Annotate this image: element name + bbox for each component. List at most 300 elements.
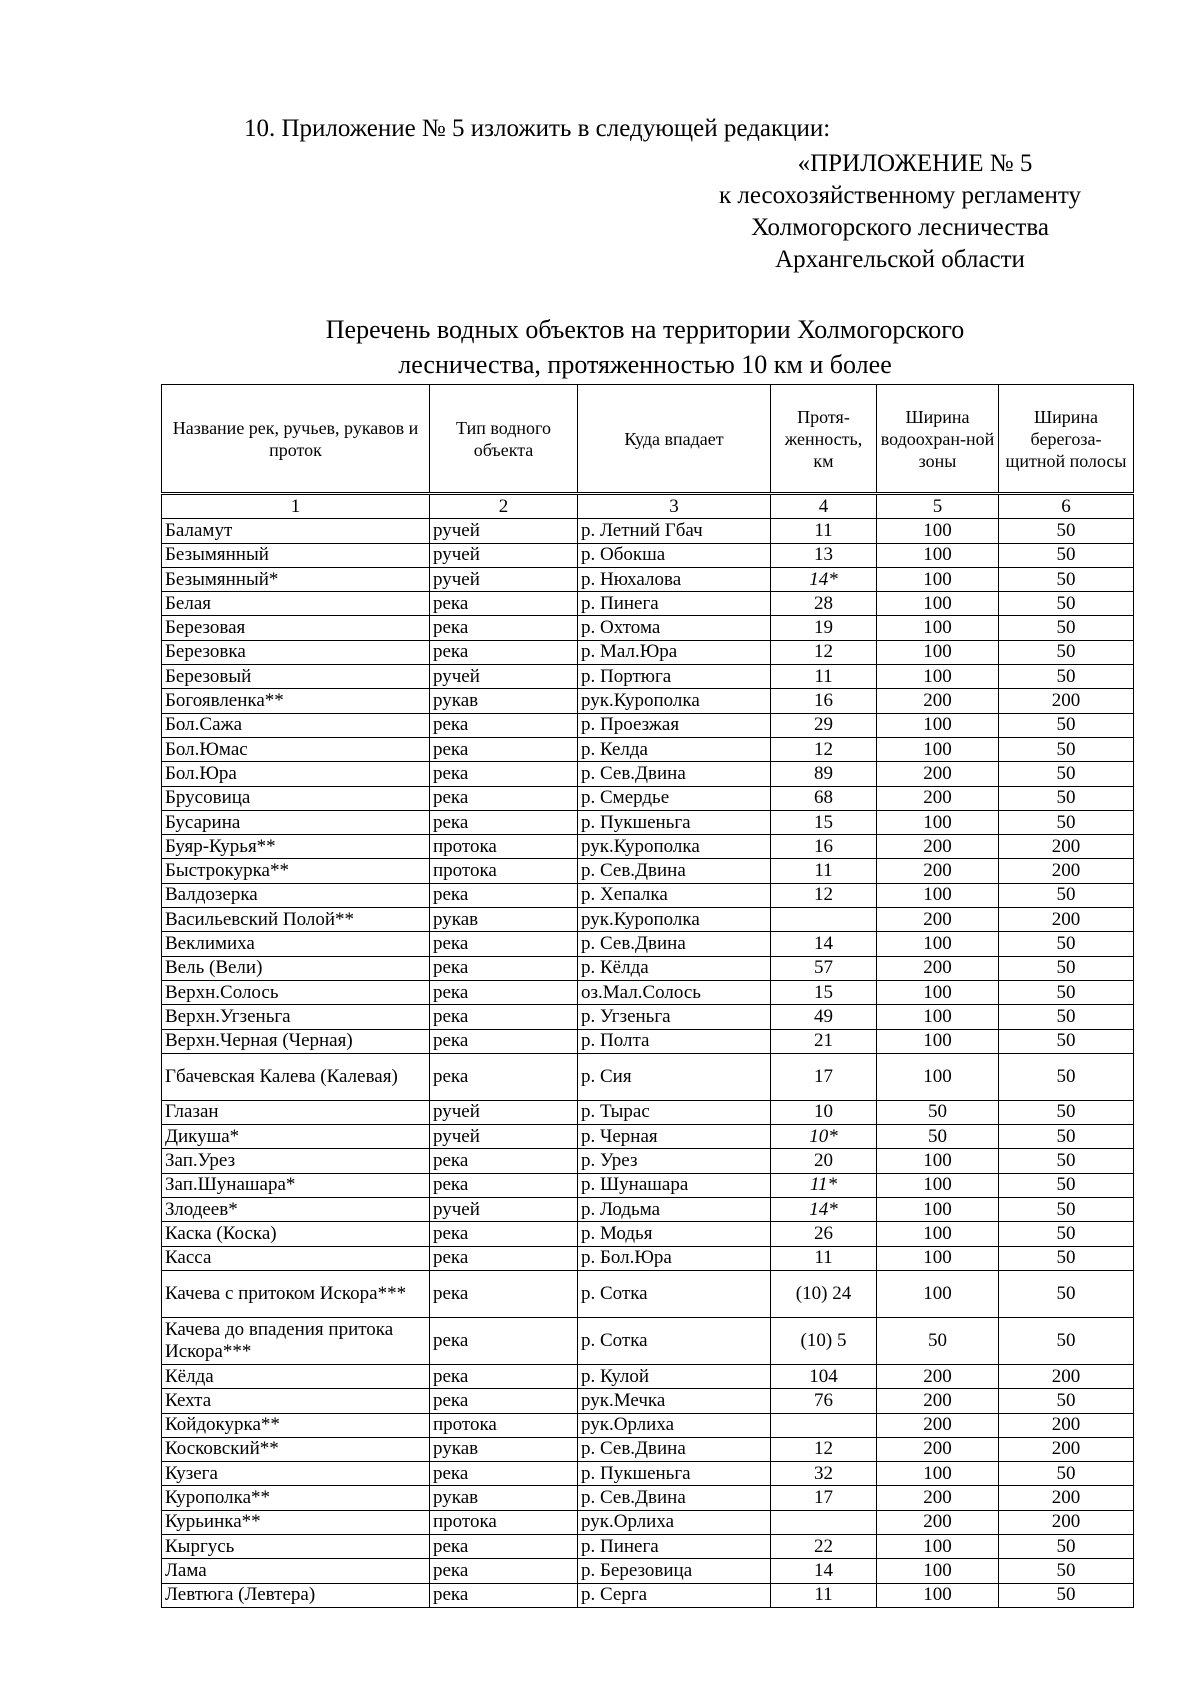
cell-length: 29 bbox=[771, 713, 877, 737]
cell-type: протока bbox=[430, 835, 578, 859]
cell-mouth: р. Сев.Двина bbox=[578, 1437, 771, 1461]
cell-mouth: рук.Орлиха bbox=[578, 1510, 771, 1534]
cell-length: 104 bbox=[771, 1364, 877, 1388]
cell-mouth: оз.Мал.Солось bbox=[578, 980, 771, 1004]
cell-shore-strip: 200 bbox=[999, 1437, 1134, 1461]
cell-mouth: р. Нюхалова bbox=[578, 567, 771, 591]
cell-mouth: р. Модья bbox=[578, 1222, 771, 1246]
table-row bbox=[162, 1173, 1134, 1197]
table-row bbox=[162, 1413, 1134, 1437]
cell-shore-strip: 200 bbox=[999, 859, 1134, 883]
table-row bbox=[162, 786, 1134, 810]
cell-water-zone: 100 bbox=[877, 737, 999, 761]
cell-type: рукав bbox=[430, 1486, 578, 1510]
cell-type: протока bbox=[430, 1510, 578, 1534]
cell-type: река bbox=[430, 810, 578, 834]
cell-length: 10 bbox=[771, 1100, 877, 1124]
cell-type: река bbox=[430, 592, 578, 616]
water-objects-table bbox=[161, 494, 1134, 1608]
appendix-line: к лесохозяйственному регламенту bbox=[718, 182, 1082, 209]
cell-length: 10* bbox=[771, 1125, 877, 1149]
cell-water-zone: 100 bbox=[877, 665, 999, 689]
cell-type: река bbox=[430, 956, 578, 980]
appendix-line: Холмогорского лесничества bbox=[751, 214, 1049, 241]
cell-length: 68 bbox=[771, 786, 877, 810]
cell-name: Курьинка** bbox=[162, 1510, 430, 1534]
cell-length: 11 bbox=[771, 1583, 877, 1607]
cell-shore-strip: 50 bbox=[999, 1005, 1134, 1029]
cell-shore-strip: 50 bbox=[999, 1198, 1134, 1222]
cell-length: 19 bbox=[771, 616, 877, 640]
header-cell-water-zone: Ширина водоохран-ной зоны bbox=[877, 385, 999, 493]
cell-mouth: р. Полта bbox=[578, 1029, 771, 1053]
cell-name: Безымянный* bbox=[162, 567, 430, 591]
cell-length: 76 bbox=[771, 1389, 877, 1413]
cell-shore-strip: 50 bbox=[999, 980, 1134, 1004]
table-row bbox=[162, 689, 1134, 713]
table-row bbox=[162, 1389, 1134, 1413]
cell-shore-strip: 200 bbox=[999, 835, 1134, 859]
table-row bbox=[162, 980, 1134, 1004]
cell-shore-strip: 50 bbox=[999, 1462, 1134, 1486]
cell-name: Качева до впадения притока Искора*** bbox=[162, 1317, 430, 1364]
cell-mouth: р. Смердье bbox=[578, 786, 771, 810]
cell-length: 11* bbox=[771, 1173, 877, 1197]
cell-length: 11 bbox=[771, 859, 877, 883]
cell-type: ручей bbox=[430, 1198, 578, 1222]
table-title-line: Перечень водных объектов на территории Холмогорского bbox=[325, 315, 965, 344]
cell-water-zone: 100 bbox=[877, 810, 999, 834]
cell-shore-strip: 50 bbox=[999, 956, 1134, 980]
cell-name: Кёлда bbox=[162, 1364, 430, 1388]
table-row bbox=[162, 640, 1134, 664]
cell-length: (10) 5 bbox=[771, 1317, 877, 1364]
table-title bbox=[160, 312, 1130, 382]
cell-shore-strip: 200 bbox=[999, 1510, 1134, 1534]
cell-name: Бол.Сажа bbox=[162, 713, 430, 737]
cell-water-zone: 200 bbox=[877, 1510, 999, 1534]
cell-water-zone: 200 bbox=[877, 689, 999, 713]
cell-shore-strip: 50 bbox=[999, 640, 1134, 664]
cell-mouth: рук.Курополка bbox=[578, 689, 771, 713]
cell-type: протока bbox=[430, 1413, 578, 1437]
cell-length: 32 bbox=[771, 1462, 877, 1486]
cell-shore-strip: 50 bbox=[999, 1583, 1134, 1607]
cell-shore-strip: 50 bbox=[999, 1149, 1134, 1173]
cell-mouth: р. Пукшеньга bbox=[578, 1462, 771, 1486]
cell-length: 12 bbox=[771, 1437, 877, 1461]
table-row bbox=[162, 543, 1134, 567]
cell-type: ручей bbox=[430, 665, 578, 689]
cell-length bbox=[771, 908, 877, 932]
cell-type: река bbox=[430, 1173, 578, 1197]
table-row bbox=[162, 737, 1134, 761]
table-header bbox=[161, 384, 1134, 493]
cell-mouth: р. Бол.Юра bbox=[578, 1246, 771, 1270]
cell-shore-strip: 50 bbox=[999, 1053, 1134, 1100]
header-cell-name: Название рек, ручьев, рукавов и проток bbox=[162, 385, 430, 493]
cell-type: река bbox=[430, 1559, 578, 1583]
cell-length: 11 bbox=[771, 519, 877, 543]
cell-shore-strip: 50 bbox=[999, 1389, 1134, 1413]
cell-type: река bbox=[430, 1317, 578, 1364]
table-row bbox=[162, 762, 1134, 786]
table-row bbox=[162, 883, 1134, 907]
cell-water-zone: 100 bbox=[877, 1173, 999, 1197]
cell-shore-strip: 50 bbox=[999, 1270, 1134, 1317]
table-row bbox=[162, 1053, 1134, 1100]
cell-mouth: рук.Курополка bbox=[578, 835, 771, 859]
cell-type: река bbox=[430, 737, 578, 761]
cell-type: река bbox=[430, 1462, 578, 1486]
cell-water-zone: 100 bbox=[877, 543, 999, 567]
cell-shore-strip: 50 bbox=[999, 567, 1134, 591]
cell-shore-strip: 50 bbox=[999, 786, 1134, 810]
appendix-line: «ПРИЛОЖЕНИЕ № 5 bbox=[797, 150, 1033, 177]
cell-type: река bbox=[430, 1149, 578, 1173]
table-row bbox=[162, 859, 1134, 883]
cell-shore-strip: 50 bbox=[999, 810, 1134, 834]
table-row bbox=[162, 1270, 1134, 1317]
cell-type: рукав bbox=[430, 1437, 578, 1461]
cell-length: 21 bbox=[771, 1029, 877, 1053]
cell-name: Буяр-Курья** bbox=[162, 835, 430, 859]
table-row bbox=[162, 1437, 1134, 1461]
cell-length: 12 bbox=[771, 640, 877, 664]
cell-name: Кузега bbox=[162, 1462, 430, 1486]
cell-mouth: р. Сев.Двина bbox=[578, 859, 771, 883]
cell-name: Зап.Урез bbox=[162, 1149, 430, 1173]
cell-shore-strip: 50 bbox=[999, 1559, 1134, 1583]
cell-mouth: рук.Мечка bbox=[578, 1389, 771, 1413]
header-cell-length: Протя-женность, км bbox=[771, 385, 877, 493]
cell-water-zone: 100 bbox=[877, 1053, 999, 1100]
cell-name: Койдокурка** bbox=[162, 1413, 430, 1437]
table-row bbox=[162, 1317, 1134, 1364]
cell-name: Верхн.Угзеньга bbox=[162, 1005, 430, 1029]
cell-shore-strip: 50 bbox=[999, 592, 1134, 616]
cell-type: рукав bbox=[430, 689, 578, 713]
cell-name: Баламут bbox=[162, 519, 430, 543]
cell-name: Левтюга (Левтера) bbox=[162, 1583, 430, 1607]
cell-type: река bbox=[430, 1534, 578, 1558]
cell-mouth: р. Серга bbox=[578, 1583, 771, 1607]
cell-type: река bbox=[430, 640, 578, 664]
cell-shore-strip: 200 bbox=[999, 908, 1134, 932]
cell-name: Злодеев* bbox=[162, 1198, 430, 1222]
column-number-cell: 1 bbox=[162, 495, 430, 519]
cell-water-zone: 100 bbox=[877, 1005, 999, 1029]
cell-mouth: р. Угзеньга bbox=[578, 1005, 771, 1029]
cell-type: ручей bbox=[430, 567, 578, 591]
cell-type: ручей bbox=[430, 519, 578, 543]
cell-type: река bbox=[430, 980, 578, 1004]
cell-length bbox=[771, 1413, 877, 1437]
cell-water-zone: 200 bbox=[877, 908, 999, 932]
cell-mouth: р. Проезжая bbox=[578, 713, 771, 737]
table-row bbox=[162, 1125, 1134, 1149]
cell-mouth: р. Пинега bbox=[578, 1534, 771, 1558]
cell-shore-strip: 50 bbox=[999, 665, 1134, 689]
cell-type: река bbox=[430, 1270, 578, 1317]
cell-name: Вель (Вели) bbox=[162, 956, 430, 980]
cell-water-zone: 100 bbox=[877, 567, 999, 591]
cell-water-zone: 200 bbox=[877, 1389, 999, 1413]
appendix-heading bbox=[690, 148, 1110, 276]
table-row bbox=[162, 713, 1134, 737]
cell-length: 14 bbox=[771, 932, 877, 956]
cell-name: Кыргусь bbox=[162, 1534, 430, 1558]
cell-water-zone: 100 bbox=[877, 1246, 999, 1270]
cell-water-zone: 100 bbox=[877, 932, 999, 956]
cell-mouth: р. Мал.Юра bbox=[578, 640, 771, 664]
cell-mouth: р. Сев.Двина bbox=[578, 762, 771, 786]
cell-name: Гбачевская Калева (Калевая) bbox=[162, 1053, 430, 1100]
cell-water-zone: 100 bbox=[877, 1222, 999, 1246]
cell-mouth: р. Березовица bbox=[578, 1559, 771, 1583]
table-row bbox=[162, 835, 1134, 859]
cell-mouth: р. Кёлда bbox=[578, 956, 771, 980]
cell-name: Брусовица bbox=[162, 786, 430, 810]
cell-mouth: р. Тырас bbox=[578, 1100, 771, 1124]
cell-shore-strip: 50 bbox=[999, 1222, 1134, 1246]
cell-length: 28 bbox=[771, 592, 877, 616]
cell-length: 11 bbox=[771, 1246, 877, 1270]
header-cell-shore-strip: Ширина берегоза-щитной полосы bbox=[999, 385, 1134, 493]
cell-type: река bbox=[430, 762, 578, 786]
table-row bbox=[162, 810, 1134, 834]
cell-name: Безымянный bbox=[162, 543, 430, 567]
cell-shore-strip: 50 bbox=[999, 543, 1134, 567]
cell-length: 14* bbox=[771, 1198, 877, 1222]
header-row bbox=[162, 385, 1134, 493]
cell-length: 49 bbox=[771, 1005, 877, 1029]
cell-type: река bbox=[430, 786, 578, 810]
table-row bbox=[162, 592, 1134, 616]
cell-water-zone: 200 bbox=[877, 835, 999, 859]
cell-water-zone: 100 bbox=[877, 592, 999, 616]
cell-length: 16 bbox=[771, 689, 877, 713]
cell-shore-strip: 50 bbox=[999, 932, 1134, 956]
table-row bbox=[162, 519, 1134, 543]
cell-name: Глазан bbox=[162, 1100, 430, 1124]
table-row bbox=[162, 1222, 1134, 1246]
cell-mouth: р. Лодьма bbox=[578, 1198, 771, 1222]
cell-water-zone: 200 bbox=[877, 762, 999, 786]
cell-type: ручей bbox=[430, 1125, 578, 1149]
cell-name: Березовый bbox=[162, 665, 430, 689]
cell-type: рукав bbox=[430, 908, 578, 932]
cell-shore-strip: 200 bbox=[999, 689, 1134, 713]
cell-shore-strip: 200 bbox=[999, 1364, 1134, 1388]
cell-name: Качева с притоком Искора*** bbox=[162, 1270, 430, 1317]
table-row bbox=[162, 567, 1134, 591]
cell-mouth: р. Сев.Двина bbox=[578, 932, 771, 956]
table-row bbox=[162, 1486, 1134, 1510]
cell-shore-strip: 200 bbox=[999, 1413, 1134, 1437]
cell-type: река bbox=[430, 1583, 578, 1607]
cell-type: река bbox=[430, 1246, 578, 1270]
cell-type: река bbox=[430, 1053, 578, 1100]
cell-type: река bbox=[430, 1364, 578, 1388]
cell-shore-strip: 50 bbox=[999, 883, 1134, 907]
cell-mouth: р. Пинега bbox=[578, 592, 771, 616]
cell-water-zone: 100 bbox=[877, 1462, 999, 1486]
cell-mouth: р. Сотка bbox=[578, 1317, 771, 1364]
cell-length: 14* bbox=[771, 567, 877, 591]
cell-mouth: р. Келда bbox=[578, 737, 771, 761]
cell-name: Верхн.Черная (Черная) bbox=[162, 1029, 430, 1053]
cell-shore-strip: 50 bbox=[999, 1100, 1134, 1124]
cell-name: Веклимиха bbox=[162, 932, 430, 956]
cell-type: река bbox=[430, 883, 578, 907]
cell-name: Быстрокурка** bbox=[162, 859, 430, 883]
cell-name: Белая bbox=[162, 592, 430, 616]
cell-name: Каска (Коска) bbox=[162, 1222, 430, 1246]
column-number-cell: 6 bbox=[999, 495, 1134, 519]
column-number-row bbox=[162, 495, 1134, 519]
cell-name: Богоявленка** bbox=[162, 689, 430, 713]
cell-name: Березовка bbox=[162, 640, 430, 664]
cell-water-zone: 200 bbox=[877, 1413, 999, 1437]
cell-name: Зап.Шунашара* bbox=[162, 1173, 430, 1197]
cell-name: Верхн.Солось bbox=[162, 980, 430, 1004]
cell-type: река bbox=[430, 616, 578, 640]
cell-length: 14 bbox=[771, 1559, 877, 1583]
cell-name: Бол.Юмас bbox=[162, 737, 430, 761]
table-row bbox=[162, 908, 1134, 932]
cell-name: Валдозерка bbox=[162, 883, 430, 907]
cell-water-zone: 50 bbox=[877, 1125, 999, 1149]
cell-mouth: рук.Орлиха bbox=[578, 1413, 771, 1437]
cell-water-zone: 100 bbox=[877, 1559, 999, 1583]
cell-mouth: р. Сия bbox=[578, 1053, 771, 1100]
table-row bbox=[162, 1583, 1134, 1607]
cell-water-zone: 100 bbox=[877, 1198, 999, 1222]
cell-water-zone: 100 bbox=[877, 640, 999, 664]
cell-length: 20 bbox=[771, 1149, 877, 1173]
cell-type: река bbox=[430, 1005, 578, 1029]
cell-name: Дикуша* bbox=[162, 1125, 430, 1149]
cell-mouth: р. Хепалка bbox=[578, 883, 771, 907]
cell-type: ручей bbox=[430, 1100, 578, 1124]
cell-name: Березовая bbox=[162, 616, 430, 640]
cell-shore-strip: 200 bbox=[999, 1486, 1134, 1510]
cell-type: река bbox=[430, 713, 578, 737]
cell-mouth: р. Пукшеньга bbox=[578, 810, 771, 834]
cell-length: 11 bbox=[771, 665, 877, 689]
cell-name: Васильевский Полой** bbox=[162, 908, 430, 932]
cell-length: 57 bbox=[771, 956, 877, 980]
table-row bbox=[162, 1246, 1134, 1270]
cell-water-zone: 200 bbox=[877, 786, 999, 810]
cell-type: река bbox=[430, 1389, 578, 1413]
cell-shore-strip: 50 bbox=[999, 1317, 1134, 1364]
cell-water-zone: 200 bbox=[877, 1364, 999, 1388]
cell-length: 17 bbox=[771, 1053, 877, 1100]
cell-mouth: р. Охтома bbox=[578, 616, 771, 640]
cell-name: Лама bbox=[162, 1559, 430, 1583]
column-number-cell: 4 bbox=[771, 495, 877, 519]
cell-water-zone: 100 bbox=[877, 519, 999, 543]
cell-shore-strip: 50 bbox=[999, 737, 1134, 761]
cell-shore-strip: 50 bbox=[999, 1246, 1134, 1270]
cell-length: 22 bbox=[771, 1534, 877, 1558]
cell-mouth: р. Летний Гбач bbox=[578, 519, 771, 543]
cell-water-zone: 100 bbox=[877, 1149, 999, 1173]
cell-water-zone: 100 bbox=[877, 1270, 999, 1317]
cell-name: Бусарина bbox=[162, 810, 430, 834]
table-row bbox=[162, 1100, 1134, 1124]
cell-water-zone: 50 bbox=[877, 1317, 999, 1364]
cell-length: 26 bbox=[771, 1222, 877, 1246]
table-row bbox=[162, 1462, 1134, 1486]
cell-shore-strip: 50 bbox=[999, 519, 1134, 543]
cell-water-zone: 100 bbox=[877, 883, 999, 907]
cell-length: 15 bbox=[771, 810, 877, 834]
cell-mouth: р. Урез bbox=[578, 1149, 771, 1173]
cell-mouth: р. Сотка bbox=[578, 1270, 771, 1317]
cell-type: река bbox=[430, 1029, 578, 1053]
cell-water-zone: 100 bbox=[877, 1029, 999, 1053]
cell-type: ручей bbox=[430, 543, 578, 567]
intro-text: 10. Приложение № 5 изложить в следующей редакции: bbox=[244, 115, 831, 142]
cell-mouth: р. Сев.Двина bbox=[578, 1486, 771, 1510]
table-row bbox=[162, 1005, 1134, 1029]
cell-length: 16 bbox=[771, 835, 877, 859]
cell-water-zone: 200 bbox=[877, 1486, 999, 1510]
column-number-cell: 2 bbox=[430, 495, 578, 519]
cell-shore-strip: 50 bbox=[999, 1173, 1134, 1197]
cell-name: Курополка** bbox=[162, 1486, 430, 1510]
cell-shore-strip: 50 bbox=[999, 1029, 1134, 1053]
table-row bbox=[162, 1559, 1134, 1583]
cell-water-zone: 100 bbox=[877, 980, 999, 1004]
cell-mouth: рук.Курополка bbox=[578, 908, 771, 932]
cell-length: 17 bbox=[771, 1486, 877, 1510]
cell-length bbox=[771, 1510, 877, 1534]
table-row bbox=[162, 1029, 1134, 1053]
cell-length: 89 bbox=[771, 762, 877, 786]
column-number-cell: 3 bbox=[578, 495, 771, 519]
cell-type: протока bbox=[430, 859, 578, 883]
cell-length: 13 bbox=[771, 543, 877, 567]
cell-shore-strip: 50 bbox=[999, 1534, 1134, 1558]
cell-mouth: р. Обокша bbox=[578, 543, 771, 567]
cell-name: Касса bbox=[162, 1246, 430, 1270]
cell-water-zone: 100 bbox=[877, 616, 999, 640]
cell-water-zone: 200 bbox=[877, 1437, 999, 1461]
cell-shore-strip: 50 bbox=[999, 616, 1134, 640]
cell-mouth: р. Кулой bbox=[578, 1364, 771, 1388]
cell-shore-strip: 50 bbox=[999, 1125, 1134, 1149]
appendix-line: Архангельской области bbox=[775, 246, 1025, 273]
cell-length: 12 bbox=[771, 737, 877, 761]
cell-water-zone: 100 bbox=[877, 1534, 999, 1558]
cell-water-zone: 200 bbox=[877, 956, 999, 980]
cell-name: Кехта bbox=[162, 1389, 430, 1413]
table-row bbox=[162, 1510, 1134, 1534]
cell-name: Бол.Юра bbox=[162, 762, 430, 786]
cell-shore-strip: 50 bbox=[999, 713, 1134, 737]
cell-length: (10) 24 bbox=[771, 1270, 877, 1317]
table-row bbox=[162, 1534, 1134, 1558]
cell-mouth: р. Портюга bbox=[578, 665, 771, 689]
cell-water-zone: 100 bbox=[877, 713, 999, 737]
cell-length: 15 bbox=[771, 980, 877, 1004]
table-row bbox=[162, 1364, 1134, 1388]
cell-water-zone: 100 bbox=[877, 1583, 999, 1607]
